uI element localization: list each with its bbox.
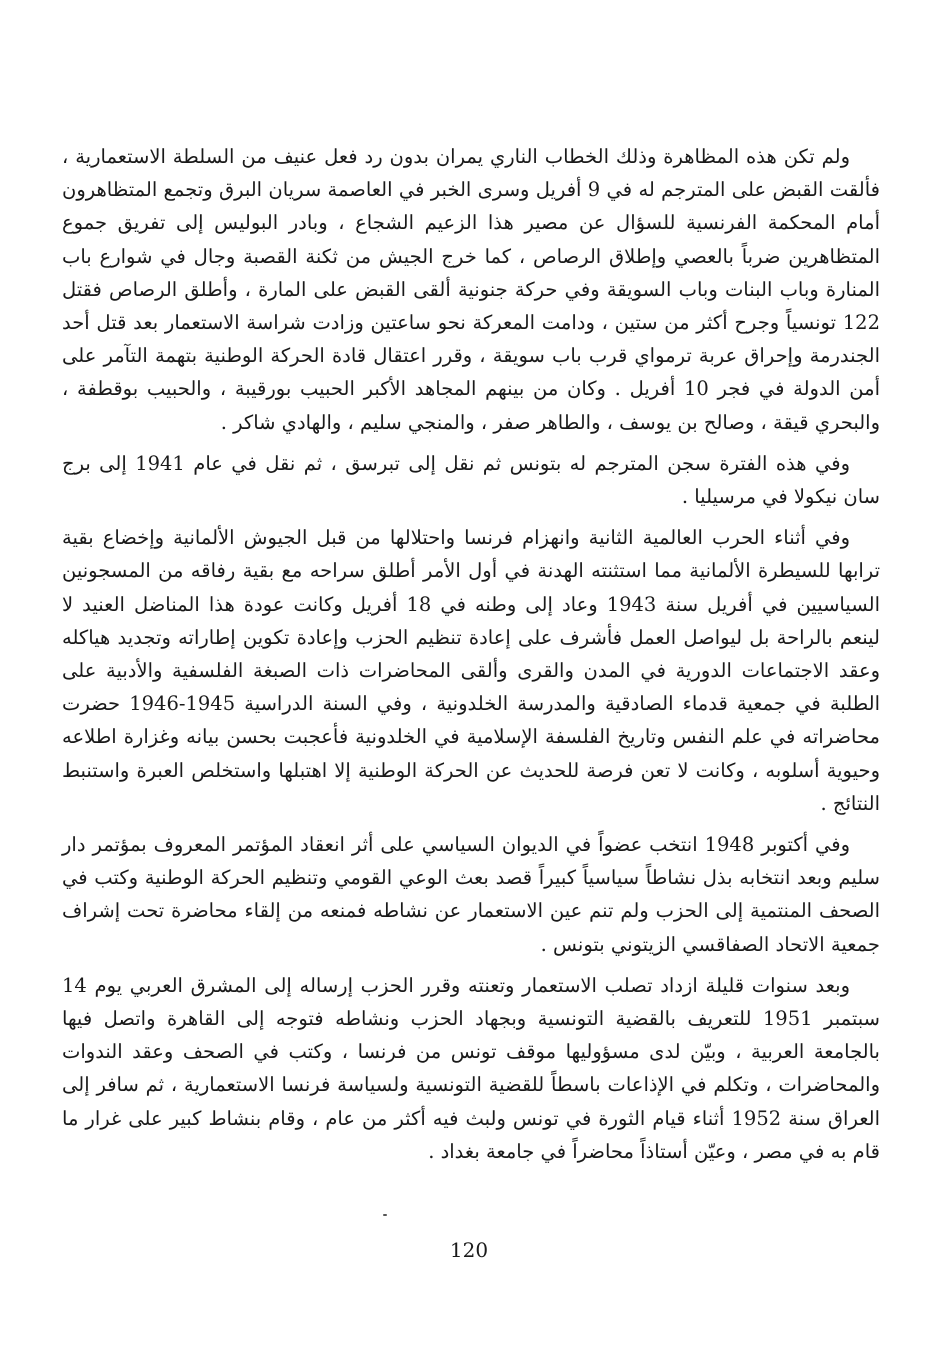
paragraph-political-bureau: وفي أكتوبر 1948 انتخب عضواً في الديوان السياسي على أثر انعقاد المؤتمر المعروف بمؤتمر دار سليم وبعد انتخابه بذل نشاطاً سياسياً كبيراً قصد بعث الوعي القومي وتنظيم الحركة الوطنية وكتب في الصحف المنتمية إلى الحزب ولم تنم عين الاستعمار عن نشاطه فمنعه من إلقاء محاضرة تحت إشراف جمعية الاتحاد الصفاقسي الزيتوني بتونس . (62, 833, 880, 956)
paragraph-release: وفي أثناء الحرب العالمية الثانية وانهزام فرنسا واحتلالها من قبل الجيوش الألمانية وإخضاع بقية ترابها للسيطرة الألمانية مما استثنته الهدنة في أول الأمر أطلق سراحه مع بقية رفاقه من المسجونين السياسيين في أفريل سنة 1943 وعاد إلى وطنه في 18 أفريل وكانت عودة هذا المناضل العنيد لا لينعم بالراحة بل ليواصل العمل فأشرف على إعادة تنظيم الحزب وإعادة تكوين إطاراته وتجديد هياكله وعقد الاجتماعات الدورية في المدن والقرى وألقى المحاضرات ذات الصبغة الفلسفية والأدبية على الطلبة في جمعية قدماء الصادقية والمدرسة الخلدونية ، وفي السنة الدراسية 1945-1946 حضرت محاضراته في علم النفس وتاريخ الفلسفة الإسلامية في الخلدونية فأعجبت بحسن بيانه وغزارة اطلاعه وحيوية أسلوبه ، وكانت لا تعن فرصة للحديث عن الحركة الوطنية إلا اهتبلها واستخلص العبرة واستنبط النتائج . (62, 526, 881, 815)
page-number: 120 (449, 1238, 489, 1262)
paragraph-mashreq: وبعد سنوات قليلة ازداد تصلب الاستعمار وتعنته وقرر الحزب إرساله إلى المشرق العربي يوم 14 سبتمبر 1951 للتعريف بالقضية التونسية وبجهاد الحزب ونشاطه فتوجه إلى القاهرة واتصل فيها بالجامعة العربية ، وبيّن لدى مسؤوليها موقف تونس من فرنسا ، وكتب في الصحف وعقد الندوات والمحاضرات ، وتكلم في الإذاعات باسطاً للقضية التونسية ولسياسة فرنسا الاستعمارية ، ثم سافر إلى العراق سنة 1952 أثناء قيام الثورة في تونس ولبث فيه أكثر من عام ، وقام بنشاط كبير على غرار ما قام به في مصر ، وعيّن أستاذاً محاضراً في جامعة بغداد . (62, 973, 880, 1163)
body-text (62, 140, 880, 1176)
paragraph-arrest: ولم تكن هذه المظاهرة وذلك الخطاب الناري يمران بدون رد فعل عنيف من السلطة الاستعمارية ، فألقت القبض على المترجم له في 9 أفريل وسرى الخبر في العاصمة سريان البرق وتجمع المتظاهرون أمام المحكمة الفرنسية للسؤال عن مصير هذا الزعيم الشجاع ، وبادر البوليس إلى تفريق جموع المتظاهرين ضرباً بالعصي وإطلاق الرصاص ، كما خرج الجيش من ثكنة القصبة وجال في شوارع باب المنارة وباب البنات وباب السويقة وفي حركة جنونية ألقى القبض على المارة ، وأطلق الرصاص فقتل 122 تونسياً وجرح أكثر من ستين ، ودامت المعركة نحو ساعتين وزادت شراسة الاستعمار بعد قتل أحد الجندرمة وإحراق عربة ترمواي قرب باب سويقة ، وقرر اعتقال قادة الحركة الوطنية بتهمة التآمر على أمن الدولة في فجر 10 أفريل . وكان من بينهم المجاهد الأكبر الحبيب بورقيبة ، والحبيب بوقطفة ، والبحري قيقة ، وصالح بن يوسف ، والطاهر صفر ، والمنجي سليم ، والهادي شاكر . (62, 145, 881, 434)
print-speck (383, 1214, 387, 1216)
paragraph-prison: وفي هذه الفترة سجن المترجم له بتونس ثم نقل إلى تبرسق ، ثم نقل في عام 1941 إلى برج سان نيكولا في مرسيليا . (62, 451, 880, 509)
